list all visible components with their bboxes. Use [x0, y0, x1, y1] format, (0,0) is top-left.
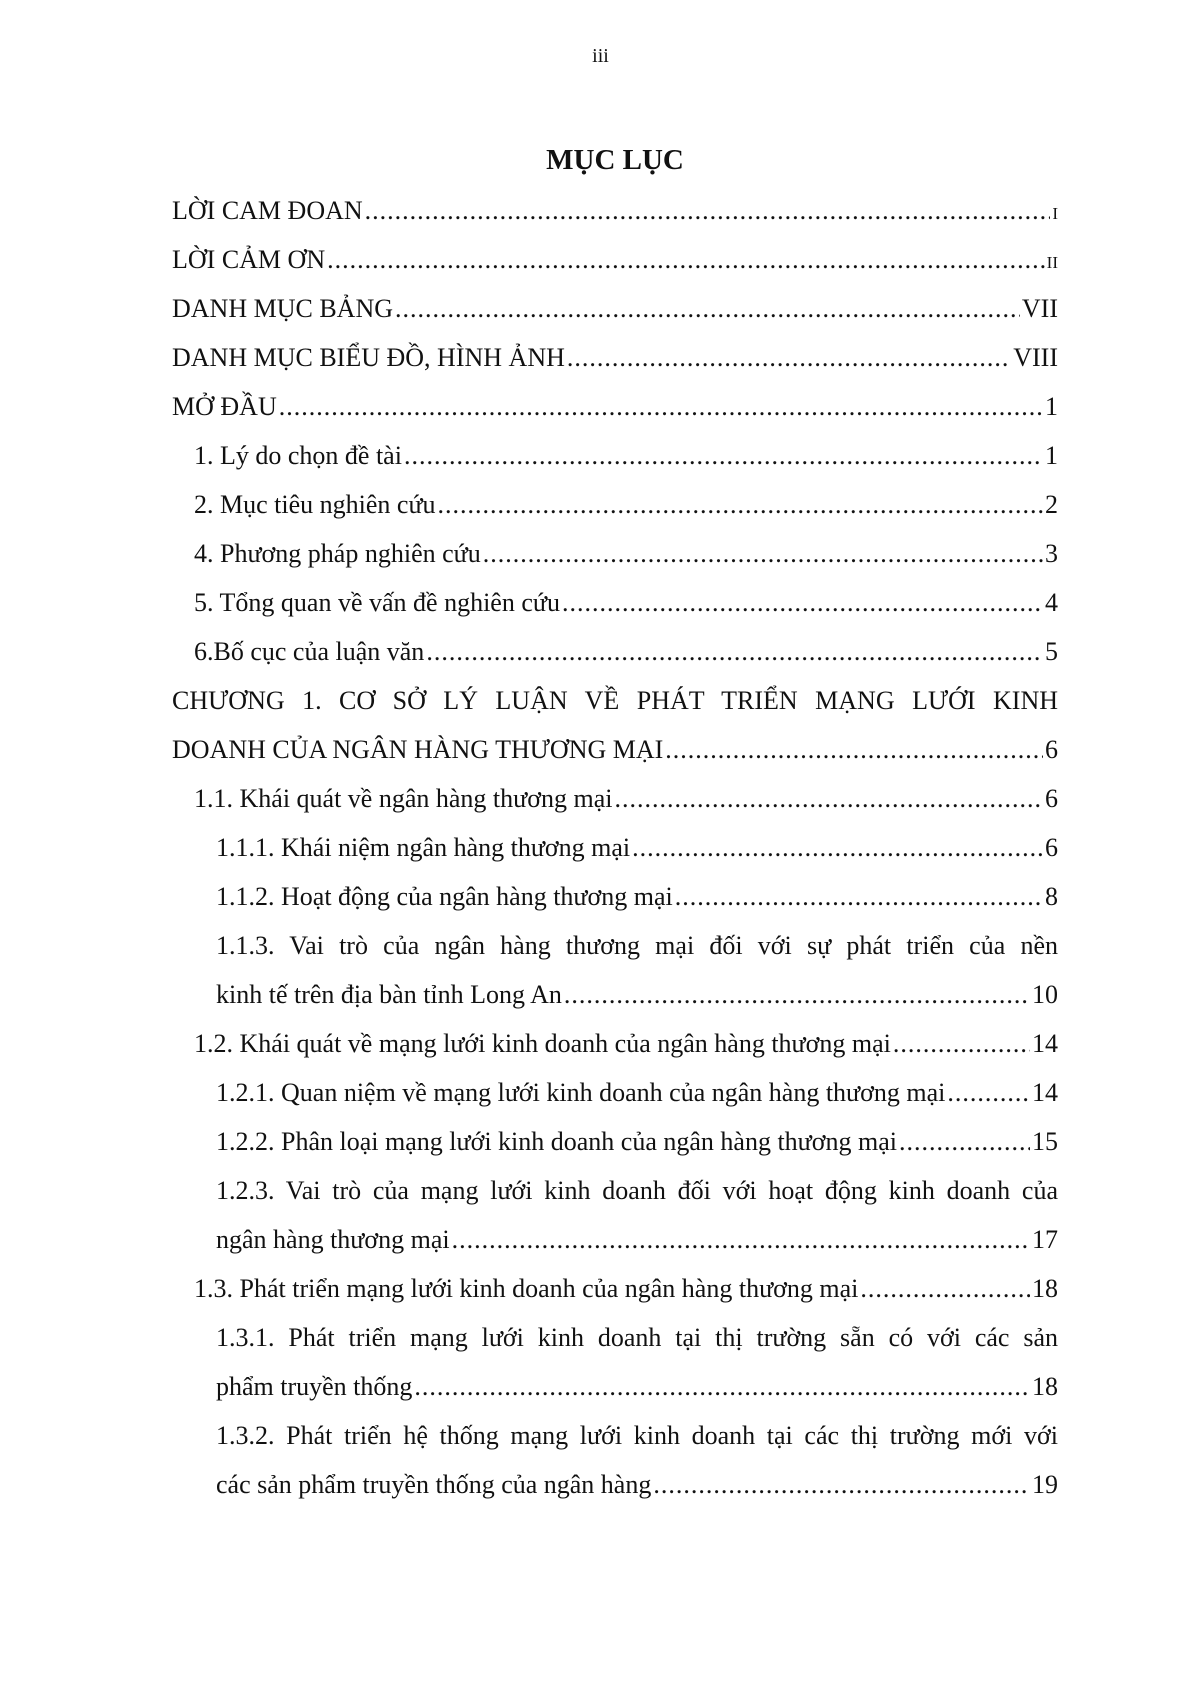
toc-entry-1-3-2[interactable] — [216, 1411, 1058, 1509]
dot-leader — [414, 1362, 1030, 1411]
toc-entry-label: 1.1. Khái quát về ngân hàng thương mại — [194, 784, 613, 813]
dot-leader — [653, 1460, 1030, 1509]
toc-entry-page: 14 — [1032, 1029, 1058, 1058]
dot-leader — [860, 1264, 1030, 1313]
toc-entry-page: II — [1046, 253, 1058, 272]
page-number: iii — [592, 45, 609, 67]
dot-leader — [665, 725, 1043, 774]
toc-entry-label: các sản phẩm truyền thống của ngân hàng — [216, 1470, 652, 1499]
toc-entry-page: I — [1052, 204, 1058, 223]
toc-entry-label-line1: 1.1.3. Vai trò của ngân hàng thương mại đối với sự phát triển của nền — [216, 931, 1058, 960]
toc-entry-danh-muc-bang[interactable] — [172, 284, 1058, 333]
toc-entry-phuong-phap[interactable] — [194, 529, 1058, 578]
toc-entry-page: 2 — [1045, 490, 1058, 519]
toc-entry-label: 1.2.2. Phân loại mạng lưới kinh doanh của ngân hàng thương mại — [216, 1127, 898, 1156]
toc-entry-label-line1: 1.3.1. Phát triển mạng lưới kinh doanh tại thị trường sẵn có với các sản — [216, 1323, 1058, 1352]
dot-leader — [483, 529, 1043, 578]
toc-entry-1-1-3[interactable] — [216, 921, 1058, 1019]
dot-leader — [395, 284, 1020, 333]
dot-leader — [365, 186, 1051, 235]
dot-leader — [567, 333, 1011, 382]
toc-entry-page: 1 — [1045, 392, 1058, 421]
toc-entry-page: 3 — [1045, 539, 1058, 568]
dot-leader — [426, 627, 1043, 676]
toc-entry-label: 1.2. Khái quát về mạng lưới kinh doanh của ngân hàng thương mại — [194, 1029, 891, 1058]
toc-entry-1-2[interactable] — [194, 1019, 1058, 1068]
toc-entry-1-1-1[interactable] — [216, 823, 1058, 872]
toc-entry-label: DANH MỤC BẢNG — [172, 294, 394, 323]
toc-entry-1-2-1[interactable] — [216, 1068, 1058, 1117]
toc-entry-page: 10 — [1032, 980, 1058, 1009]
dot-leader — [614, 774, 1043, 823]
toc-entry-page: 18 — [1032, 1274, 1058, 1303]
toc-entry-tong-quan[interactable] — [194, 578, 1058, 627]
toc-entry-page: 6 — [1045, 833, 1058, 862]
toc-entry-loi-cam-doan[interactable] — [172, 186, 1058, 235]
toc-entry-1-2-2[interactable] — [216, 1117, 1058, 1166]
toc-entry-label: 1.1.1. Khái niệm ngân hàng thương mại — [216, 833, 631, 862]
table-of-contents — [172, 186, 1058, 1509]
dot-leader — [562, 578, 1043, 627]
toc-entry-1-2-3[interactable] — [216, 1166, 1058, 1264]
toc-entry-loi-cam-on[interactable] — [172, 235, 1058, 284]
dot-leader — [947, 1068, 1030, 1117]
toc-entry-label: 2. Mục tiêu nghiên cứu — [194, 490, 436, 519]
dot-leader — [564, 970, 1030, 1019]
toc-entry-ly-do[interactable] — [194, 431, 1058, 480]
dot-leader — [327, 235, 1045, 284]
toc-entry-1-3[interactable] — [194, 1264, 1058, 1313]
dot-leader — [675, 872, 1043, 921]
toc-entry-label: 1.2.1. Quan niệm về mạng lưới kinh doanh của ngân hàng thương mại — [216, 1078, 946, 1107]
toc-entry-1-1-2[interactable] — [216, 872, 1058, 921]
toc-entry-page: 4 — [1045, 588, 1058, 617]
toc-entry-page: 6 — [1045, 735, 1058, 764]
toc-entry-label-line1: 1.3.2. Phát triển hệ thống mạng lưới kinh doanh tại các thị trường mới với — [216, 1421, 1058, 1450]
dot-leader — [404, 431, 1043, 480]
toc-title: MỤC LỤC — [546, 144, 684, 176]
toc-entry-label: 1. Lý do chọn đề tài — [194, 441, 402, 470]
toc-entry-page: 14 — [1032, 1078, 1058, 1107]
toc-entry-label: kinh tế trên địa bàn tỉnh Long An — [216, 980, 562, 1009]
toc-entry-chuong-1[interactable] — [172, 676, 1058, 774]
toc-entry-label: 4. Phương pháp nghiên cứu — [194, 539, 481, 568]
toc-entry-page: VIII — [1013, 343, 1058, 372]
toc-entry-label-line1: 1.2.3. Vai trò của mạng lưới kinh doanh đối với hoạt động kinh doanh của — [216, 1176, 1058, 1205]
toc-entry-label: ngân hàng thương mại — [216, 1225, 450, 1254]
toc-entry-danh-muc-bieu-do[interactable] — [172, 333, 1058, 382]
toc-entry-page: 1 — [1045, 441, 1058, 470]
toc-entry-1-3-1[interactable] — [216, 1313, 1058, 1411]
dot-leader — [632, 823, 1043, 872]
toc-entry-1-1[interactable] — [194, 774, 1058, 823]
toc-entry-page: 15 — [1032, 1127, 1058, 1156]
dot-leader — [893, 1019, 1030, 1068]
toc-entry-label: DANH MỤC BIỂU ĐỒ, HÌNH ẢNH — [172, 343, 565, 372]
toc-entry-label: LỜI CẢM ƠN — [172, 245, 326, 274]
toc-entry-label: 6.Bố cục của luận văn — [194, 637, 425, 666]
toc-entry-label: phẩm truyền thống — [216, 1372, 413, 1401]
toc-entry-mo-dau[interactable] — [172, 382, 1058, 431]
toc-entry-label: DOANH CỦA NGÂN HÀNG THƯƠNG MẠI — [172, 735, 664, 764]
toc-entry-page: 17 — [1032, 1225, 1058, 1254]
toc-entry-label: 1.1.2. Hoạt động của ngân hàng thương mại — [216, 882, 673, 911]
dot-leader — [438, 480, 1043, 529]
dot-leader — [279, 382, 1043, 431]
toc-entry-page: 18 — [1032, 1372, 1058, 1401]
toc-entry-page: 19 — [1032, 1470, 1058, 1499]
toc-entry-label: 1.3. Phát triển mạng lưới kinh doanh của ngân hàng thương mại — [194, 1274, 859, 1303]
toc-entry-page: 5 — [1045, 637, 1058, 666]
toc-entry-muc-tieu[interactable] — [194, 480, 1058, 529]
dot-leader — [899, 1117, 1030, 1166]
dot-leader — [452, 1215, 1030, 1264]
toc-entry-page: 6 — [1045, 784, 1058, 813]
toc-entry-page: 8 — [1045, 882, 1058, 911]
toc-entry-label: 5. Tổng quan về vấn đề nghiên cứu — [194, 588, 560, 617]
toc-entry-page: VII — [1021, 294, 1058, 323]
toc-entry-label: MỞ ĐẦU — [172, 392, 277, 421]
toc-entry-bo-cuc[interactable] — [194, 627, 1058, 676]
toc-entry-label: LỜI CAM ĐOAN — [172, 196, 363, 225]
toc-entry-label-line1: CHƯƠNG 1. CƠ SỞ LÝ LUẬN VỀ PHÁT TRIỂN MẠNG LƯỚI KINH — [172, 686, 1058, 715]
